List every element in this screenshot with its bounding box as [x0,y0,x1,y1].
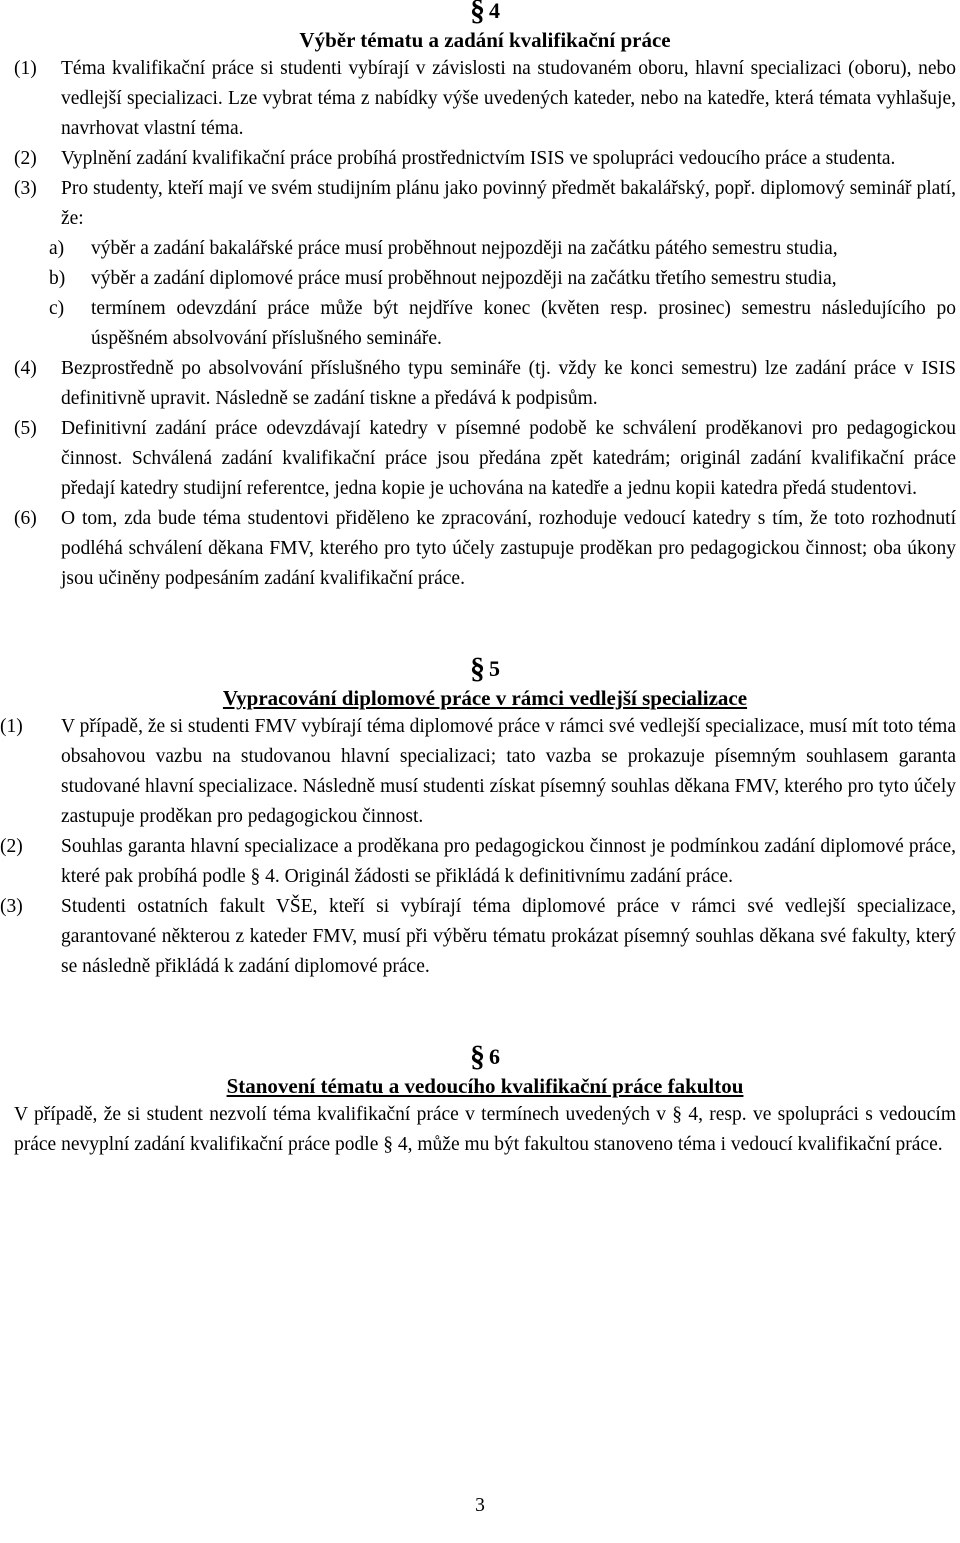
section-5-title: Vypracování diplomové práce v rámci vedlejší specializace [222,686,748,710]
section-sign: § [470,652,485,685]
page-number: 3 [475,1495,485,1516]
section-4-number [14,0,956,27]
paragraph-text: Téma kvalifikační práce si studenti vybírají v závislosti na studovaném oboru, hlavní specializaci (oboru), nebo vedlejší specializaci. Lze vybrat téma z nabídky výše uvedených kateder, nebo na katedře, která témata vyhlašuje, navrhovat vlastní téma. [61,58,956,139]
section-6-title: Stanovení tématu a vedoucího kvalifikační práce fakultou [226,1074,744,1098]
paragraph-text: Bezprostředně po absolvování příslušného typu semináře (tj. vždy ke konci semestru) lze zadání práce v ISIS definitivně upravit. Následně se zadání tiskne a předává k podpisům. [61,358,956,409]
subitem-text: termínem odevzdání práce může být nejdříve konec (květen resp. prosinec) semestru následujícího po úspěšném absolvování příslušného semináře. [91,298,956,349]
s5-paragraph-3 [0,892,956,982]
section-4-title: Výběr tématu a zadání kvalifikační práce [299,28,671,52]
paragraph-number: (1) [0,716,23,737]
section-sign: § [470,1040,485,1073]
paragraph-number: (3) [0,896,23,917]
s5-paragraph-1 [0,712,956,832]
s4-subitem-c [49,294,956,354]
s4-paragraph-6 [14,504,956,594]
s5-paragraph-2 [0,832,956,892]
section-number: 4 [489,0,500,23]
s4-paragraph-3 [14,174,956,234]
s6-paragraph: V případě, že si student nezvolí téma kvalifikační práce v termínech uvedených v § 4, resp. ve spolupráci s vedoucím práce nevyplní zadání kvalifikační práce podle § 4, může mu být fakultou stanoveno téma i vedoucí kvalifikační práce. [14,1104,956,1155]
section-number: 5 [489,656,500,681]
section-5-number [14,652,956,685]
s4-subitem-a [49,234,956,264]
section-sign: § [470,0,485,27]
subitem-label: b) [49,268,66,289]
paragraph-number: (3) [14,178,37,199]
paragraph-number: (2) [0,836,23,857]
s4-paragraph-5 [14,414,956,504]
paragraph-text: Studenti ostatních fakult VŠE, kteří si vybírají téma diplomové práce v rámci své vedlejší specializace, garantované některou z kateder FMV, musí při výběru tématu prokázat písemný souhlas děkana své fakulty, který se následně přikládá k zadání diplomové práce. [61,896,956,977]
paragraph-number: (4) [14,358,37,379]
paragraph-number: (5) [14,418,37,439]
subitem-label: c) [49,298,65,319]
section-number: 6 [489,1044,500,1069]
subitem-text: výběr a zadání diplomové práce musí proběhnout nejpozději na začátku třetího semestru studia, [91,268,837,289]
s4-paragraph-4 [14,354,956,414]
paragraph-number: (6) [14,508,37,529]
paragraph-text: O tom, zda bude téma studentovi přiděleno ke zpracování, rozhoduje vedoucí katedry s tím, že toto rozhodnutí podléhá schválení děkana FMV, kterého pro tyto účely zastupuje proděkan pro pedagogickou činnost; oba úkony jsou učiněny podpesáním zadání kvalifikační práce. [61,508,956,589]
paragraph-number: (1) [14,58,37,79]
subitem-text: výběr a zadání bakalářské práce musí proběhnout nejpozději na začátku pátého semestru studia, [91,238,838,259]
s4-paragraph-2 [14,144,956,174]
paragraph-text: V případě, že si studenti FMV vybírají téma diplomové práce v rámci své vedlejší specializace, musí mít toto téma obsahovou vazbu na studovanou hlavní specializaci; tato vazba se prokazuje písemným souhlasem garanta studované hlavní specializace. Následně musí studenti získat písemný souhlas děkana FMV, kterého pro tyto účely zastupuje proděkan pro pedagogickou činnost. [61,716,956,827]
section-6-number [14,1040,956,1073]
s4-paragraph-1 [14,54,956,144]
paragraph-text: Souhlas garanta hlavní specializace a proděkana pro pedagogickou činnost je podmínkou zadání diplomové práce, které pak probíhá podle § 4. Originál žádosti se přikládá k definitivnímu zadání práce. [61,836,956,887]
paragraph-text: Definitivní zadání práce odevzdávají katedry v písemné podobě ke schválení proděkanovi pro pedagogickou činnost. Schválená zadání kvalifikační práce jsou předána zpět katedrám; originál zadání kvalifikační práce předají katedry studijní referentce, jedna kopie je uchována na katedře a jednu kopii katedra předá studentovi. [61,418,956,499]
paragraph-text: Pro studenty, kteří mají ve svém studijním plánu jako povinný předmět bakalářský, popř. diplomový seminář platí, že: [61,178,956,229]
subitem-label: a) [49,238,65,259]
s4-subitem-b [49,264,956,294]
paragraph-text: Vyplnění zadání kvalifikační práce probíhá prostřednictvím ISIS ve spolupráci vedoucího práce a studenta. [61,148,896,169]
paragraph-number: (2) [14,148,37,169]
